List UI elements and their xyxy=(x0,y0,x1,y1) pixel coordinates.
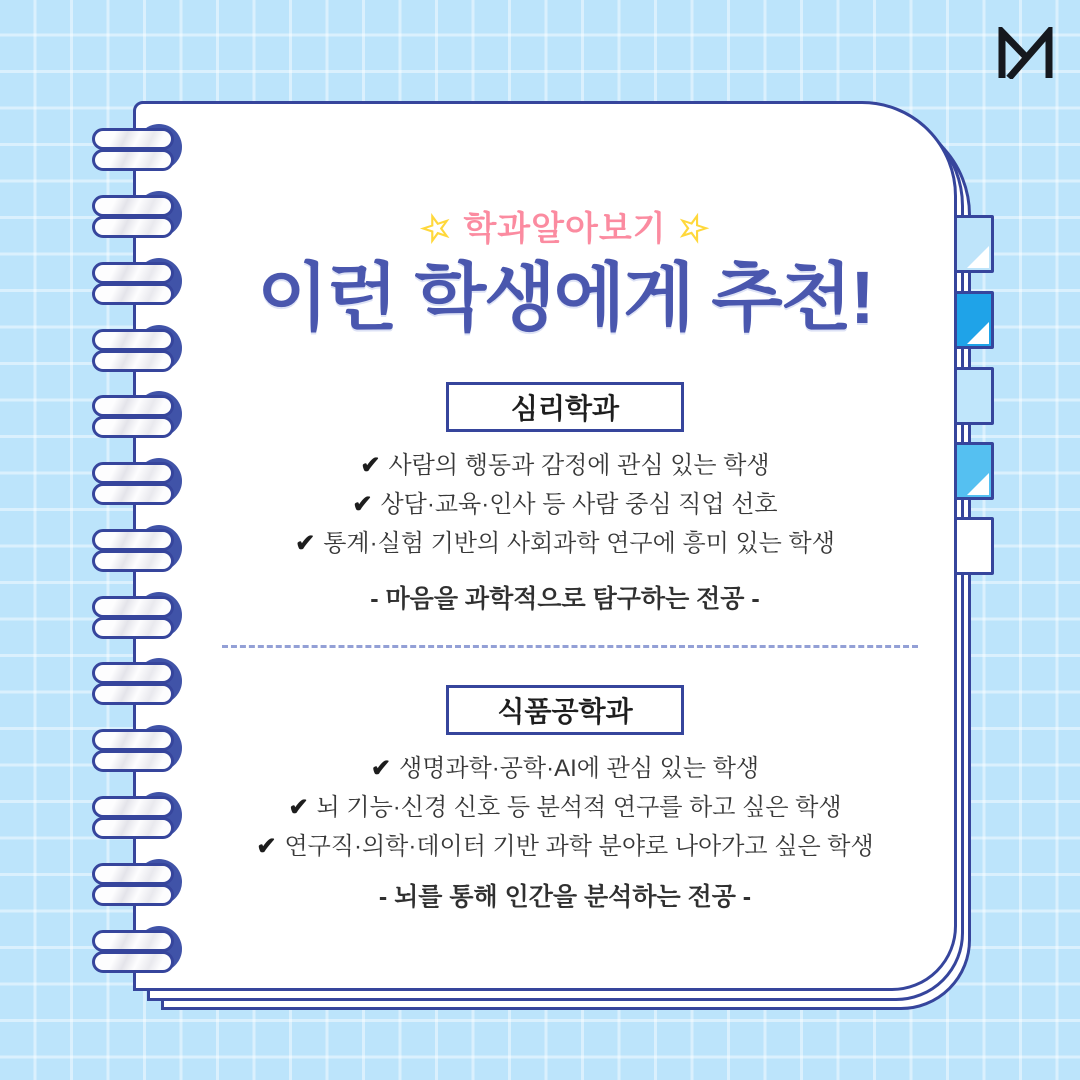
section-title: 심리학과 xyxy=(510,393,620,424)
check-icon: ✔ xyxy=(352,491,373,518)
bullet-list xyxy=(170,749,960,866)
badge-label: 학과알아보기 xyxy=(463,210,667,248)
section-tagline: - 마음을 과학적으로 탐구하는 전공 - xyxy=(370,585,760,613)
bullet-item xyxy=(170,827,960,866)
check-icon: ✔ xyxy=(288,794,309,821)
bullet-text: 사람의 행동과 감정에 관심 있는 학생 xyxy=(388,452,770,479)
bullet-item xyxy=(170,446,960,485)
page-title: 이런 학생에게 추천! xyxy=(257,256,873,339)
brand-m-logo-icon xyxy=(997,27,1055,79)
star-icon: ☆ xyxy=(414,202,459,253)
bullet-list xyxy=(170,446,960,563)
bullet-text: 생명과학·공학·AI에 관심 있는 학생 xyxy=(399,755,760,782)
section-title-box-food-engineering xyxy=(446,685,684,735)
spiral-ring xyxy=(92,395,184,435)
spiral-ring xyxy=(92,128,184,168)
bullet-text: 연구직·의학·데이터 기반 과학 분야로 나아가고 싶은 학생 xyxy=(284,833,874,860)
section-title-box-psychology xyxy=(446,382,684,432)
check-icon: ✔ xyxy=(295,530,316,557)
bullet-text: 상담·교육·인사 등 사람 중심 직업 선호 xyxy=(380,491,778,518)
section-title: 식품공학과 xyxy=(497,696,633,727)
check-icon: ✔ xyxy=(360,452,381,479)
bullet-item xyxy=(170,485,960,524)
star-icon: ☆ xyxy=(671,202,716,253)
bullet-item xyxy=(170,524,960,563)
dashed-divider xyxy=(222,645,918,648)
check-icon: ✔ xyxy=(370,755,392,782)
section-tagline: - 뇌를 통해 인간을 분석하는 전공 - xyxy=(378,883,752,911)
spiral-ring xyxy=(92,930,184,970)
bullet-item xyxy=(170,788,960,827)
bullet-text: 통계·실험 기반의 사회과학 연구에 흥미 있는 학생 xyxy=(323,530,835,557)
bullet-text: 뇌 기능·신경 신호 등 분석적 연구를 하고 싶은 학생 xyxy=(316,794,842,821)
bullet-item xyxy=(170,749,960,788)
check-icon: ✔ xyxy=(256,833,277,860)
spiral-ring xyxy=(92,662,184,702)
